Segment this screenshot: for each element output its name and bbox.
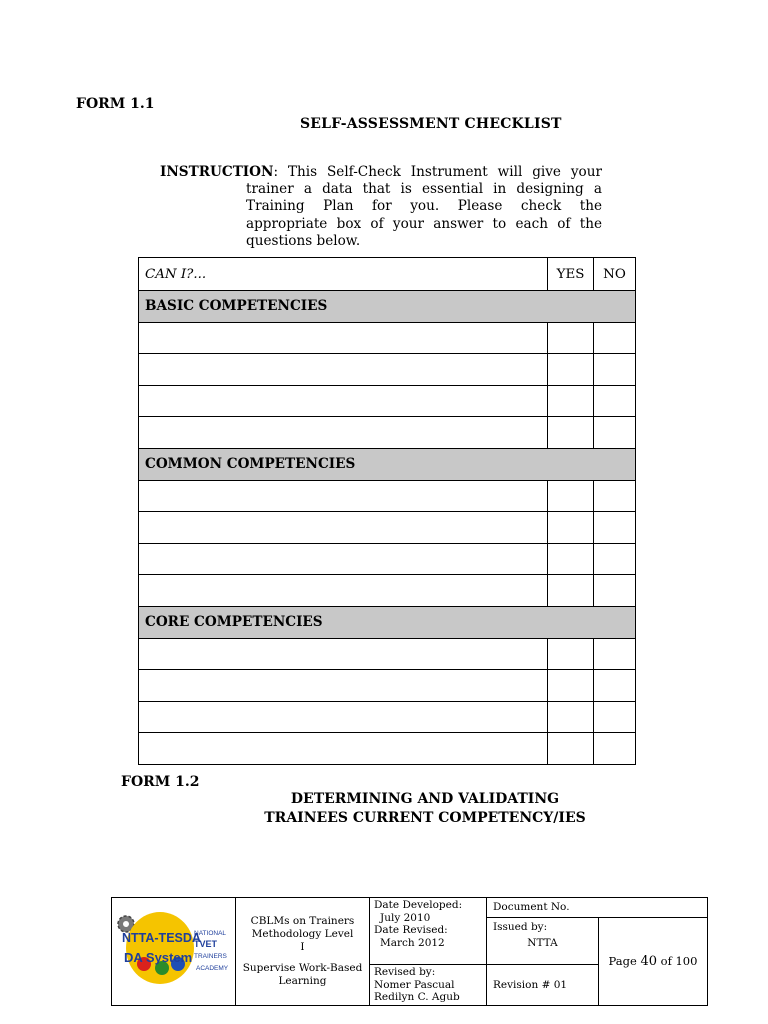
yes-checkbox[interactable] — [548, 385, 594, 417]
page-suffix: of 100 — [660, 953, 698, 968]
section-title-2-line-2: TRAINEES CURRENT COMPETENCY/IES — [264, 810, 586, 826]
table-row — [139, 701, 636, 733]
no-checkbox[interactable] — [594, 480, 636, 512]
column-header-yes: YES — [548, 258, 594, 291]
page-title: SELF-ASSESSMENT CHECKLIST — [300, 116, 562, 132]
revised-by-label: Revised by: — [374, 966, 436, 978]
instruction-line: trainer a data that is essential in designing a — [246, 181, 602, 198]
instruction-body — [160, 181, 602, 250]
instruction-first-line — [160, 164, 602, 181]
table-row — [139, 354, 636, 386]
table-row — [139, 512, 636, 544]
yes-checkbox[interactable] — [548, 670, 594, 702]
yes-checkbox[interactable] — [548, 638, 594, 670]
cblm-module-line: Supervise Work-Based — [242, 961, 363, 974]
cblm-title-line: Methodology Level — [251, 927, 354, 940]
table-row — [139, 575, 636, 607]
no-checkbox[interactable] — [594, 543, 636, 575]
yes-checkbox[interactable] — [548, 543, 594, 575]
date-revised-label: Date Revised: — [374, 924, 448, 936]
section-header-core — [139, 606, 636, 638]
table-row — [139, 670, 636, 702]
section-title-2-line-1: DETERMINING AND VALIDATING — [290, 791, 560, 807]
table-row — [139, 543, 636, 575]
document-footer — [111, 897, 708, 1006]
logo-main-text: NTTA-TESDA — [122, 931, 201, 945]
section-title: BASIC COMPETENCIES — [139, 291, 636, 323]
logo-right-text: NATIONAL — [194, 930, 227, 937]
question-cell[interactable] — [139, 701, 548, 733]
no-checkbox[interactable] — [594, 575, 636, 607]
no-checkbox[interactable] — [594, 701, 636, 733]
section-title: CORE COMPETENCIES — [139, 606, 636, 638]
no-checkbox[interactable] — [594, 638, 636, 670]
yes-checkbox[interactable] — [548, 575, 594, 607]
instruction-text — [160, 164, 602, 250]
question-cell[interactable] — [139, 322, 548, 354]
no-checkbox[interactable] — [594, 733, 636, 765]
question-cell[interactable] — [139, 480, 548, 512]
logo-right-text: ACADEMY — [196, 965, 229, 972]
table-row — [139, 638, 636, 670]
logo-sub-text: DA System — [124, 950, 193, 965]
date-developed-value: July 2010 — [380, 911, 431, 924]
document-no-cell — [487, 898, 708, 918]
table-row — [139, 480, 636, 512]
no-checkbox[interactable] — [594, 417, 636, 449]
column-header-question: CAN I?... — [139, 258, 548, 291]
no-checkbox[interactable] — [594, 354, 636, 386]
date-revised-value: March 2012 — [380, 936, 445, 949]
yes-checkbox[interactable] — [548, 417, 594, 449]
instruction-line: appropriate box of your answer to each of the — [246, 215, 602, 232]
question-cell[interactable] — [139, 575, 548, 607]
no-checkbox[interactable] — [594, 512, 636, 544]
column-header-no: NO — [594, 258, 636, 291]
question-cell[interactable] — [139, 512, 548, 544]
date-info-cell — [370, 898, 487, 965]
form-label-2: FORM 1.2 — [121, 774, 200, 790]
no-checkbox[interactable] — [594, 322, 636, 354]
logo-graphic — [116, 902, 231, 994]
cblm-title-cell — [236, 898, 370, 1006]
cblm-module-line: Learning — [278, 974, 327, 987]
form-label: FORM 1.1 — [76, 96, 155, 112]
revision-label: Revision # 01 — [493, 978, 568, 991]
instruction-line: questions below. — [246, 232, 361, 249]
gear-hub — [123, 921, 129, 927]
yes-checkbox[interactable] — [548, 733, 594, 765]
question-cell[interactable] — [139, 354, 548, 386]
issued-by-value: NTTA — [527, 937, 558, 949]
no-checkbox[interactable] — [594, 670, 636, 702]
issued-by-label: Issued by: — [493, 921, 548, 933]
question-cell[interactable] — [139, 670, 548, 702]
checklist-table — [138, 257, 636, 765]
yes-checkbox[interactable] — [548, 354, 594, 386]
revised-by-name: Redilyn C. Agub — [374, 991, 460, 1003]
question-cell[interactable] — [139, 417, 548, 449]
checklist-header-row — [139, 258, 636, 291]
revised-by-cell — [370, 965, 487, 1006]
cblm-title-line: I — [300, 940, 305, 953]
logo-right-text: TVET — [194, 939, 218, 949]
section-header-common — [139, 448, 636, 480]
question-cell[interactable] — [139, 638, 548, 670]
revised-by-name: Nomer Pascual — [374, 978, 455, 991]
revision-cell — [487, 965, 599, 1006]
yes-checkbox[interactable] — [548, 701, 594, 733]
page-number: 40 — [640, 953, 657, 969]
page-number-cell — [599, 918, 708, 1006]
section-header-basic — [139, 291, 636, 323]
no-checkbox[interactable] — [594, 385, 636, 417]
yes-checkbox[interactable] — [548, 322, 594, 354]
cblm-title-line: CBLMs on Trainers — [250, 914, 355, 927]
page-prefix: Page — [608, 953, 637, 968]
table-row — [139, 733, 636, 765]
question-cell[interactable] — [139, 543, 548, 575]
document-no-label: Document No. — [493, 901, 570, 913]
table-row — [139, 385, 636, 417]
table-row — [139, 417, 636, 449]
question-cell[interactable] — [139, 733, 548, 765]
section-title: COMMON COMPETENCIES — [139, 448, 636, 480]
issued-by-cell — [487, 918, 599, 965]
logo-right-text: TRAINERS — [194, 953, 227, 960]
yes-checkbox[interactable] — [548, 512, 594, 544]
ntta-tesda-logo — [112, 898, 236, 1006]
yes-checkbox[interactable] — [548, 480, 594, 512]
instruction-lead: INSTRUCTION — [160, 164, 274, 180]
instruction-line: Training Plan for you. Please check the — [246, 198, 602, 215]
question-cell[interactable] — [139, 385, 548, 417]
instruction-first-text: : This Self-Check Instrument will give your — [273, 164, 602, 180]
table-row — [139, 322, 636, 354]
date-developed-label: Date Developed: — [374, 899, 463, 911]
